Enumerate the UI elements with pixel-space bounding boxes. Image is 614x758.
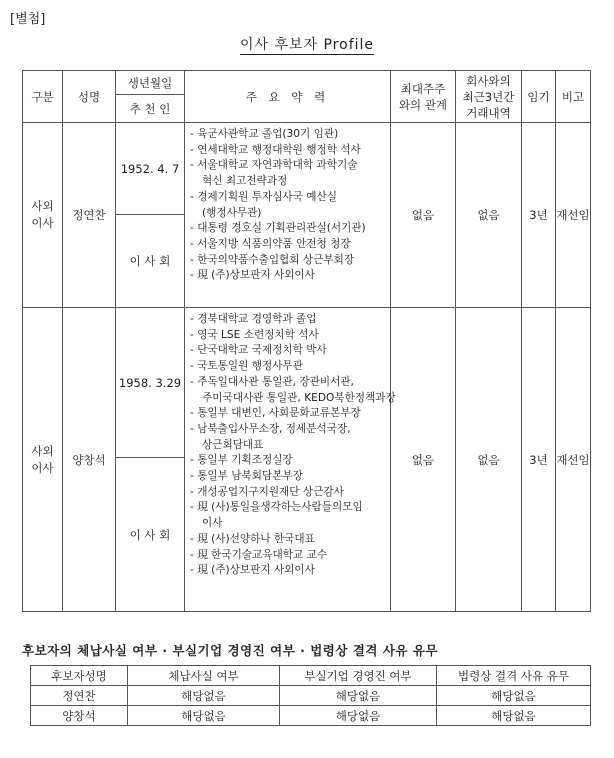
attachment-label: [별첨] — [10, 12, 46, 27]
eligibility-row — [31, 706, 591, 726]
page-title: 이사 후보자 Profile — [239, 37, 375, 53]
career-line: - 現 (주)상보판지 사외이사 — [190, 269, 315, 282]
candidate-birth: 1958. 3.29 — [116, 308, 185, 458]
candidate-profile-table — [22, 70, 591, 612]
eligibility-cell: 해당없음 — [280, 686, 437, 706]
candidate-birth: 1952. 4. 7 — [116, 123, 185, 215]
header-career: 주 요 약 력 — [185, 71, 391, 123]
header-major-holder: 최대주주 와의 관계 — [391, 71, 456, 123]
header-birth: 생년월일 — [116, 71, 185, 95]
header-term: 임기 — [522, 71, 556, 123]
career-line: - 통일부 기획조정실장 — [190, 454, 293, 467]
candidate-term: 3년 — [522, 123, 556, 308]
eligibility-header: 체납사실 여부 — [128, 666, 280, 686]
career-line: - 영국 LSE 소련정치학 석사 — [190, 328, 319, 341]
eligibility-header: 후보자성명 — [31, 666, 128, 686]
eligibility-cell: 해당없음 — [128, 686, 280, 706]
candidate-recommender: 이 사 회 — [116, 458, 185, 612]
eligibility-cell: 양창석 — [31, 706, 128, 726]
candidate-major-holder: 없음 — [391, 308, 456, 612]
candidate-transactions: 없음 — [456, 123, 522, 308]
career-line: - 통일부 남북회담본부장 — [190, 470, 303, 483]
career-line: - 경제기획원 투자심사국 예산실 — [190, 190, 337, 203]
candidate-transactions: 없음 — [456, 308, 522, 612]
career-line: 이사 — [202, 517, 223, 530]
career-line: - 국토통일원 행정사무관 — [190, 360, 303, 373]
eligibility-row — [31, 686, 591, 706]
eligibility-cell: 정연찬 — [31, 686, 128, 706]
eligibility-cell: 해당없음 — [128, 706, 280, 726]
candidate-category: 사외 이사 — [23, 308, 63, 612]
candidate-note: 재선임 — [556, 308, 591, 612]
header-note: 비고 — [556, 71, 591, 123]
career-line: - 現 (사)통일을생각하는사람들의모임 — [190, 501, 363, 514]
candidate-note: 재선임 — [556, 123, 591, 308]
eligibility-header: 법령상 결격 사유 유무 — [437, 666, 591, 686]
candidate-career — [185, 123, 391, 308]
career-line: - 現 한국기술교육대학교 교수 — [190, 548, 328, 561]
header-name: 성명 — [63, 71, 116, 123]
candidate-category: 사외 이사 — [23, 123, 63, 308]
career-line: - 서울지방 식품의약품 안전청 청장 — [190, 237, 351, 250]
header-category: 구분 — [23, 71, 63, 123]
career-line: - 남북출입사무소장, 정세분석국장, — [190, 422, 351, 435]
header-transactions: 회사와의 최근3년간 거래내역 — [456, 71, 522, 123]
candidate-major-holder: 없음 — [391, 123, 456, 308]
career-line: - 경북대학교 경영학과 졸업 — [190, 313, 317, 325]
candidate-name: 정연찬 — [63, 123, 116, 308]
eligibility-cell: 해당없음 — [280, 706, 437, 726]
career-line: - 연세대학교 행정대학원 행정학 석사 — [190, 143, 361, 156]
career-line: - 서울대학교 자연과학대학 과학기술 — [190, 159, 358, 172]
career-line: - 現 (사)선양하나 한국대표 — [190, 532, 315, 545]
career-line: - 통일부 대변인, 사회문화교류본부장 — [190, 407, 361, 420]
header-recommender: 추 천 인 — [116, 95, 185, 123]
candidate-name: 양창석 — [63, 308, 116, 612]
career-line: - 대통령 경호실 기획관리관실(서기관) — [190, 222, 366, 235]
career-line: - 現 (주)상보판지 사외이사 — [190, 564, 315, 577]
eligibility-cell: 해당없음 — [437, 706, 591, 726]
career-line: 혁신 최고전략과정 — [202, 175, 288, 188]
career-line: 주미국대사관 통일관, KEDO북한정책과장 — [202, 391, 396, 404]
career-line: - 한국의약품수출입협회 상근부회장 — [190, 253, 355, 266]
eligibility-section-title: 후보자의 체납사실 여부 · 부실기업 경영진 여부 · 법령상 결격 사유 유무 — [22, 643, 438, 658]
career-line: - 주독일대사관 통일관, 장관비서관, — [190, 375, 354, 388]
career-line: - 육군사관학교 졸업(30기 임관) — [190, 128, 339, 140]
candidate-career — [185, 308, 396, 612]
career-line: (행정사무관) — [202, 206, 262, 219]
career-line: - 개성공업지구지원재단 상근감사 — [190, 485, 344, 498]
candidate-term: 3년 — [522, 308, 556, 612]
eligibility-header-row — [31, 666, 591, 686]
eligibility-cell: 해당없음 — [437, 686, 591, 706]
career-line: - 단국대학교 국제정치학 박사 — [190, 344, 327, 357]
candidate-recommender: 이 사 회 — [116, 215, 185, 308]
eligibility-table — [30, 665, 591, 726]
career-line: 상근회담대표 — [202, 438, 264, 451]
eligibility-header: 부실기업 경영진 여부 — [280, 666, 437, 686]
